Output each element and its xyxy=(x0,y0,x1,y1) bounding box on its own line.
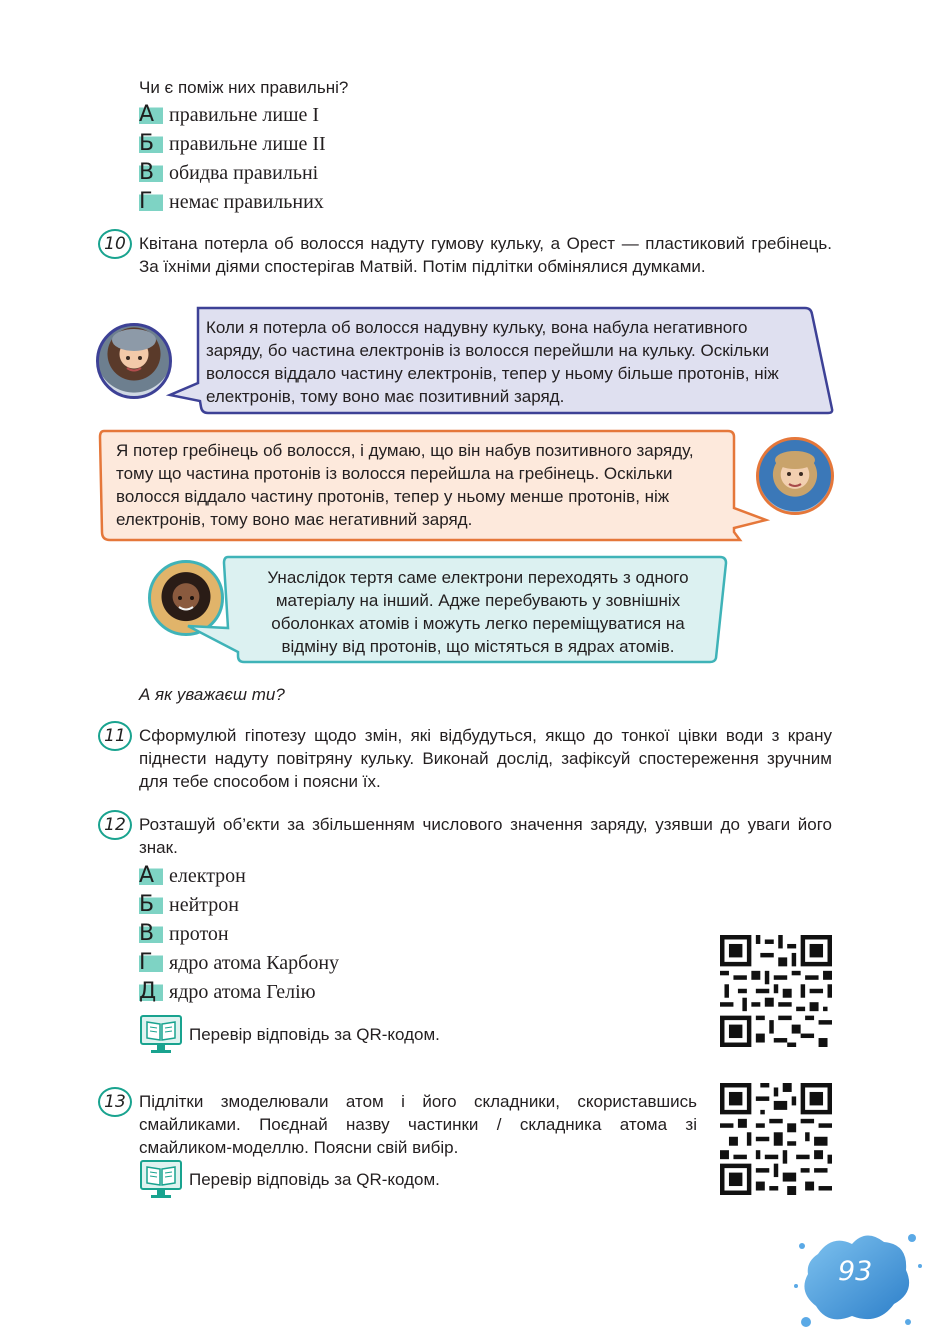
option-text: нейтрон xyxy=(169,893,239,916)
option-letter: Г xyxy=(139,191,163,213)
q9-option-a[interactable] xyxy=(139,101,319,129)
q12-option-b[interactable] xyxy=(139,891,239,919)
q12-option-e[interactable] xyxy=(139,978,316,1006)
q10-prompt: А як уважаєш ти? xyxy=(139,685,285,704)
option-letter: Д xyxy=(139,981,163,1003)
speech-bubble-3: Унаслідок тертя саме електрони переходять з одного матеріалу на інший. Адже перебувають у зовнішніх оболонках атомів і можуть легко переміщуватися на відміну від протонів, що містяться в ядрах атомів. xyxy=(267,568,689,656)
boy-face-icon xyxy=(759,440,831,512)
q12-check-answer[interactable] xyxy=(139,1013,440,1057)
option-letter: А xyxy=(139,104,163,126)
question-number-10: 10 xyxy=(98,229,132,259)
q12-option-d[interactable] xyxy=(139,949,339,977)
option-text: обидва правильні xyxy=(169,161,319,184)
option-text: ядро атома Карбону xyxy=(169,951,340,974)
question-number-13: 13 xyxy=(98,1087,132,1117)
q10-text: Квітана потерла об волосся надуту гумову кульку, а Орест — пластиковий гребінець. За їхніми діями спостерігав Матвій. Потім підлітки обмінялися думками. xyxy=(139,234,832,276)
girl-face-icon xyxy=(99,326,169,396)
q12-option-a[interactable] xyxy=(139,862,246,890)
question-number-12: 12 xyxy=(98,810,132,840)
option-letter: В xyxy=(139,923,163,945)
option-letter: Б xyxy=(139,894,163,916)
book-computer-icon xyxy=(139,1158,183,1202)
qr-code-2[interactable] xyxy=(720,1083,832,1195)
avatar-boy-1 xyxy=(756,437,834,515)
q12-option-c[interactable] xyxy=(139,920,229,948)
q9-option-c[interactable] xyxy=(139,159,318,187)
page-number: 93 xyxy=(838,1256,873,1287)
question-number-11: 11 xyxy=(98,721,132,751)
q13-check-answer[interactable] xyxy=(139,1158,440,1202)
option-text: немає правильних xyxy=(169,190,324,213)
option-text: протон xyxy=(169,922,229,945)
option-text: електрон xyxy=(169,864,246,887)
option-letter: Г xyxy=(139,952,163,974)
check-label: Перевір відповідь за QR-кодом. xyxy=(189,1170,440,1189)
q13-text: Підлітки змоделювали атом і його складники, скориставшись смайликами. Поєднай назву частинки / складника атома зі смайликом-моделлю. Поясни свій вибір. xyxy=(139,1092,697,1157)
option-text: правильне лише II xyxy=(169,132,326,155)
check-label: Перевір відповідь за QR-кодом. xyxy=(189,1025,440,1044)
option-text: ядро атома Гелію xyxy=(169,980,316,1003)
q9-option-d[interactable] xyxy=(139,188,324,216)
speech-bubble-1: Коли я потерла об волосся надувну кульку, вона набула негативного заряду, бо частина електронів із волосся перейшли на кульку. Оскільки волосся віддало частину електронів, тепер у ньому більше протонів, ніж електронів, тому воно має позитивний заряд. xyxy=(206,318,779,406)
book-computer-icon xyxy=(139,1013,183,1057)
option-letter: А xyxy=(139,865,163,887)
qr-code-1[interactable] xyxy=(720,935,832,1047)
option-letter: Б xyxy=(139,133,163,155)
q9-option-b[interactable] xyxy=(139,130,326,158)
q9-question: Чи є поміж них правильні? xyxy=(139,78,349,97)
speech-bubble-2: Я потер гребінець об волосся, і думаю, що він набув позитивного заряду, тому що частина протонів із волосся перейшла на гребінець. Оскільки волосся віддало частину протонів, тепер у ньому менше протонів, ніж електронів, тому воно має негативний заряд. xyxy=(116,441,694,529)
option-letter: В xyxy=(139,162,163,184)
q11-text: Сформулюй гіпотезу щодо змін, які відбудуться, якщо до тонкої цівки води з крану піднести надуту повітряну кульку. Виконай дослід, зафіксуй спостереження зручним для тебе способом і поясни їх. xyxy=(139,726,832,791)
option-text: правильне лише I xyxy=(169,103,320,126)
q12-text: Розташуй об’єкти за збільшенням числового значення заряду, узявши до уваги його знак. xyxy=(139,815,832,857)
